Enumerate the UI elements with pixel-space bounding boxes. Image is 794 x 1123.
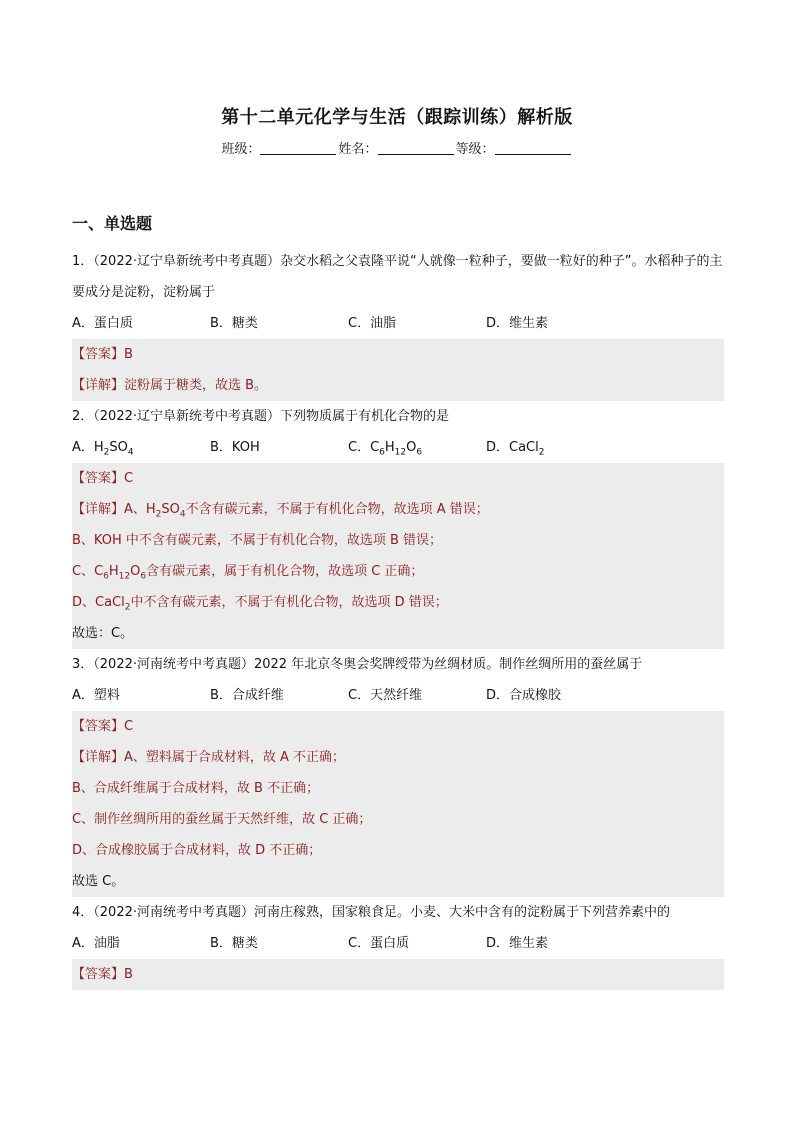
question-2-explanation-d: D、CaCl$_2$中不含有碳元素，不属于有机化合物，故选项 D 错误；: [72, 587, 724, 618]
question-4-answer: 【答案】B: [72, 959, 724, 990]
question-1-explanation: 【详解】淀粉属于糖类，故选 B。: [72, 370, 724, 401]
question-3-explanation-c: C、制作丝绸所用的蚕丝属于天然纤维，故 C 正确；: [72, 804, 724, 835]
option-b: B．糖类: [210, 316, 258, 331]
option-b: B．合成纤维: [210, 688, 284, 703]
option-a: A．油脂: [72, 936, 120, 951]
question-list: [72, 246, 724, 990]
question-2-answer: 【答案】C: [72, 463, 724, 494]
question-2-conclusion: 故选：C。: [72, 618, 724, 649]
question-2-options: [72, 432, 724, 463]
name-label: 姓名：: [338, 142, 378, 157]
page-title: 第十二单元化学与生活（跟踪训练）解析版: [221, 107, 573, 128]
question-1-stem: 1．（2022·辽宁阜新统考中考真题）杂交水稻之父袁隆平说“人就像一粒种子，要做一粒好的种子”。水稻种子的主要成分是淀粉，淀粉属于: [72, 254, 723, 300]
option-c: C．蛋白质: [348, 936, 410, 951]
question-3-answer: 【答案】C: [72, 711, 724, 742]
question-1-options: [72, 308, 724, 339]
section-heading: 一、单选题: [72, 214, 153, 233]
option-c: C．$C_6H_{12}O_6$: [348, 440, 423, 458]
option-a: A．塑料: [72, 688, 120, 703]
name-blank: [378, 142, 454, 155]
question-3-explanation-d: D、合成橡胶属于合成材料，故 D 不正确；: [72, 835, 724, 866]
option-d: D．合成橡胶: [486, 688, 562, 703]
question-3-explanation-b: B、合成纤维属于合成材料，故 B 不正确；: [72, 773, 724, 804]
option-b: B．KOH: [210, 440, 260, 455]
question-2-stem: 2．（2022·辽宁阜新统考中考真题）下列物质属于有机化合物的是: [72, 409, 449, 424]
question-1-answer: 【答案】B: [72, 339, 724, 370]
question-3-conclusion: 故选 C。: [72, 866, 724, 897]
question-2-explanation-b: B、KOH 中不含有碳元素，不属于有机化合物，故选项 B 错误；: [72, 525, 724, 556]
question-4-options: [72, 928, 724, 959]
question-2-explanation-a: 【详解】A、$H_2SO_4$不含有碳元素，不属于有机化合物，故选项 A 错误；: [72, 494, 724, 525]
grade-label: 等级：: [455, 142, 495, 157]
question-3-explanation-a: 【详解】A、塑料属于合成材料，故 A 不正确；: [72, 742, 724, 773]
option-c: C．天然纤维: [348, 688, 423, 703]
grade-blank: [495, 142, 571, 155]
question-3-options: [72, 680, 724, 711]
option-c: C．油脂: [348, 316, 397, 331]
option-b: B．糖类: [210, 936, 258, 951]
option-a: A．$H_2SO_4$: [72, 440, 134, 458]
student-info-line: [0, 138, 794, 157]
option-a: A．蛋白质: [72, 316, 133, 331]
question-2-explanation-c: C、$C_6H_{12}O_6$含有碳元素，属于有机化合物，故选项 C 正确；: [72, 556, 724, 587]
option-d: D．维生素: [486, 936, 549, 951]
option-d: D．CaCl$_2$: [486, 440, 545, 458]
class-label: 班级：: [221, 142, 261, 157]
class-blank: [260, 142, 336, 155]
question-4-stem: 4．（2022·河南统考中考真题）河南庄稼熟，国家粮食足。小麦、大米中含有的淀粉属于下列营养素中的: [72, 905, 670, 920]
question-3-stem: 3．（2022·河南统考中考真题）2022 年北京冬奥会奖牌绶带为丝绸材质。制作丝绸所用的蚕丝属于: [72, 657, 643, 672]
option-d: D．维生素: [486, 316, 549, 331]
